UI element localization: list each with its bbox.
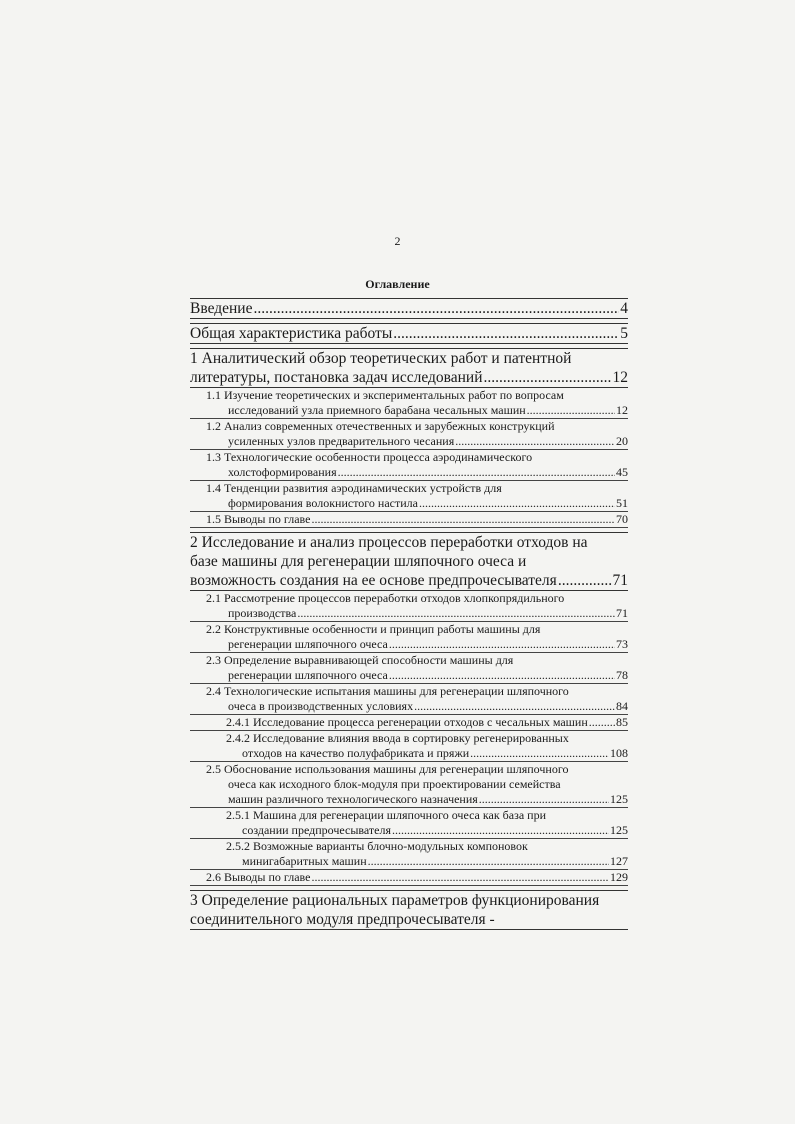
toc-entry-text: 2.1 Рассмотрение процессов переработки отходов хлопкопрядильного [206, 591, 565, 605]
toc-entry [190, 731, 628, 762]
toc-entry-text: усиленных узлов предварительного чесания [228, 434, 455, 448]
toc-entry-page: 84 [616, 699, 628, 713]
toc-entry [190, 348, 628, 388]
toc-entry-page: 125 [610, 792, 628, 806]
toc-leader-dots [389, 668, 615, 683]
toc-entry-page: 4 [620, 300, 628, 317]
toc-entry [190, 762, 628, 808]
toc-entry-text: 1.1 Изучение теоретических и экспериментальных работ по вопросам [206, 388, 564, 402]
toc-entry [190, 388, 628, 419]
toc-entry-line [206, 777, 628, 792]
toc-entry-line [206, 668, 628, 683]
toc-entry-text: машин различного технологического назначения [228, 792, 478, 806]
toc-entry-page: 73 [616, 637, 628, 651]
toc-leader-dots [392, 823, 609, 838]
toc-entry-text: 2.5.2 Возможные варианты блочно-модульных компоновок [226, 839, 528, 853]
toc-entry-text: 3 Определение рациональных параметров функционирования [190, 892, 600, 909]
toc-entry-text: Введение [190, 300, 253, 317]
toc-entry-text: возможность создания на ее основе предпрочесывателя [190, 572, 557, 589]
toc-entry-text: литературы, постановка задач исследований [190, 369, 483, 386]
toc-entry-text: регенерации шляпочного очеса [228, 668, 388, 682]
toc-entry-line [206, 762, 628, 777]
toc-entry [190, 653, 628, 684]
toc-entry-line [206, 434, 628, 449]
toc-entry-line [206, 699, 628, 714]
toc-entry-line [190, 368, 628, 387]
toc-entry-text: 1.5 Выводы по главе [206, 512, 311, 526]
toc-entry-page: 45 [616, 465, 628, 479]
toc-entry-text: минигабаритных машин [242, 854, 367, 868]
toc-entry [190, 532, 628, 591]
toc-entry-text: 2.6 Выводы по главе [206, 870, 311, 884]
toc-entry-text: очеса как исходного блок-модуля при проектировании семейства [228, 777, 561, 791]
toc-leader-dots [368, 854, 609, 869]
toc-entry-text: холстоформирования [228, 465, 337, 479]
toc-entry-text: базе машины для регенерации шляпочного очеса и [190, 553, 527, 570]
toc-entry-line [206, 792, 628, 807]
toc-entry-line [226, 839, 628, 854]
toc-entry-text: Общая характеристика работы [190, 325, 393, 342]
toc-entry-line [206, 403, 628, 418]
toc-entry-text: 2 Исследование и анализ процессов переработки отходов на [190, 534, 588, 551]
toc-entry-page: 71 [616, 606, 628, 620]
toc-leader-dots [527, 403, 615, 418]
toc-entry [190, 512, 628, 528]
toc-leader-dots [297, 606, 615, 621]
toc-entry-text: 2.3 Определение выравнивающей способности машины для [206, 653, 514, 667]
toc-entry-line [226, 731, 628, 746]
toc-entry-line [226, 808, 628, 823]
toc-entry-text: 1.3 Технологические особенности процесса аэродинамического [206, 450, 533, 464]
toc-leader-dots [455, 434, 615, 449]
toc-entry-line [190, 533, 628, 552]
toc-leader-dots [311, 870, 609, 885]
toc-entry-text: создании предпрочесывателя [242, 823, 392, 837]
toc-leader-dots [338, 465, 615, 480]
toc-entry-text: 1 Аналитический обзор теоретических работ и патентной [190, 350, 572, 367]
toc-entry [190, 839, 628, 870]
toc-leader-dots [253, 299, 619, 318]
toc-entry-line [226, 854, 628, 869]
toc-entry-line [206, 481, 628, 496]
table-of-contents [190, 298, 628, 930]
toc-entry-text: 1.4 Тенденции развития аэродинамических устройств для [206, 481, 502, 495]
toc-entry-line [206, 419, 628, 434]
toc-entry [190, 715, 628, 731]
toc-entry-text: 2.4 Технологические испытания машины для регенерации шляпочного [206, 684, 569, 698]
toc-entry [190, 419, 628, 450]
toc-entry-page: 85 [616, 715, 628, 729]
toc-entry-line [190, 910, 628, 929]
toc-entry-text: 1.2 Анализ современных отечественных и зарубежных конструкций [206, 419, 555, 433]
page-number: 2 [394, 234, 401, 248]
toc-entry-line [226, 746, 628, 761]
toc-title: Оглавление [365, 277, 430, 291]
toc-entry [190, 684, 628, 715]
toc-entry-line [190, 324, 628, 343]
toc-entry-line [206, 870, 628, 885]
toc-leader-dots [419, 496, 615, 511]
toc-entry-text: 2.2 Конструктивные особенности и принцип работы машины для [206, 622, 541, 636]
toc-entry-page: 5 [620, 325, 628, 342]
toc-entry-line [206, 684, 628, 699]
toc-entry-line [206, 496, 628, 511]
toc-entry [190, 298, 628, 319]
toc-leader-dots [484, 368, 612, 387]
toc-leader-dots [414, 699, 615, 714]
toc-entry-text: производства [228, 606, 297, 620]
toc-entry-line [226, 823, 628, 838]
toc-entry-line [190, 349, 628, 368]
toc-entry-line [226, 715, 628, 730]
toc-entry-line [206, 388, 628, 403]
toc-entry-line [206, 591, 628, 606]
toc-entry-page: 108 [610, 746, 628, 760]
toc-leader-dots [311, 512, 615, 527]
toc-entry-page: 127 [610, 854, 628, 868]
toc-entry-page: 51 [616, 496, 628, 510]
toc-leader-dots [470, 746, 609, 761]
toc-entry-line [190, 299, 628, 318]
toc-entry-line [206, 512, 628, 527]
toc-entry-line [206, 450, 628, 465]
toc-entry-text: 2.5 Обоснование использования машины для регенерации шляпочного [206, 762, 569, 776]
toc-entry [190, 450, 628, 481]
toc-entry-line [206, 653, 628, 668]
toc-entry-text: очеса в производственных условиях [228, 699, 414, 713]
toc-entry-line [206, 606, 628, 621]
toc-entry-line [190, 891, 628, 910]
toc-entry [190, 890, 628, 930]
toc-entry [190, 481, 628, 512]
toc-entry-page: 125 [610, 823, 628, 837]
toc-entry-line [206, 465, 628, 480]
toc-entry-page: 12 [612, 369, 628, 386]
toc-entry-page: 78 [616, 668, 628, 682]
toc-entry-line [206, 637, 628, 652]
toc-leader-dots [389, 637, 615, 652]
toc-entry [190, 323, 628, 344]
toc-entry-line [190, 571, 628, 590]
toc-entry-line [190, 552, 628, 571]
toc-entry-text: 2.4.1 Исследование процесса регенерации отходов с чесальных машин [226, 715, 588, 729]
toc-entry [190, 808, 628, 839]
toc-leader-dots [479, 792, 609, 807]
toc-entry-page: 20 [616, 434, 628, 448]
toc-entry-text: 2.4.2 Исследование влияния ввода в сортировку регенерированных [226, 731, 569, 745]
toc-entry [190, 870, 628, 886]
toc-entry-text: исследований узла приемного барабана чесальных машин [228, 403, 526, 417]
toc-entry-page: 129 [610, 870, 628, 884]
toc-entry-page: 12 [616, 403, 628, 417]
toc-entry-text: регенерации шляпочного очеса [228, 637, 388, 651]
toc-entry-page: 71 [612, 572, 628, 589]
toc-entry-text: 2.5.1 Машина для регенерации шляпочного очеса как база при [226, 808, 547, 822]
toc-entry [190, 591, 628, 622]
toc-entry-text: отходов на качество полуфабриката и пряжи [242, 746, 470, 760]
toc-leader-dots [558, 571, 612, 590]
toc-leader-dots [589, 715, 615, 730]
toc-entry-page: 70 [616, 512, 628, 526]
toc-entry-line [206, 622, 628, 637]
toc-entry-text: формирования волокнистого настила [228, 496, 418, 510]
toc-entry [190, 622, 628, 653]
toc-entry-text: соединительного модуля предпрочесывателя - [190, 911, 495, 928]
toc-leader-dots [393, 324, 619, 343]
